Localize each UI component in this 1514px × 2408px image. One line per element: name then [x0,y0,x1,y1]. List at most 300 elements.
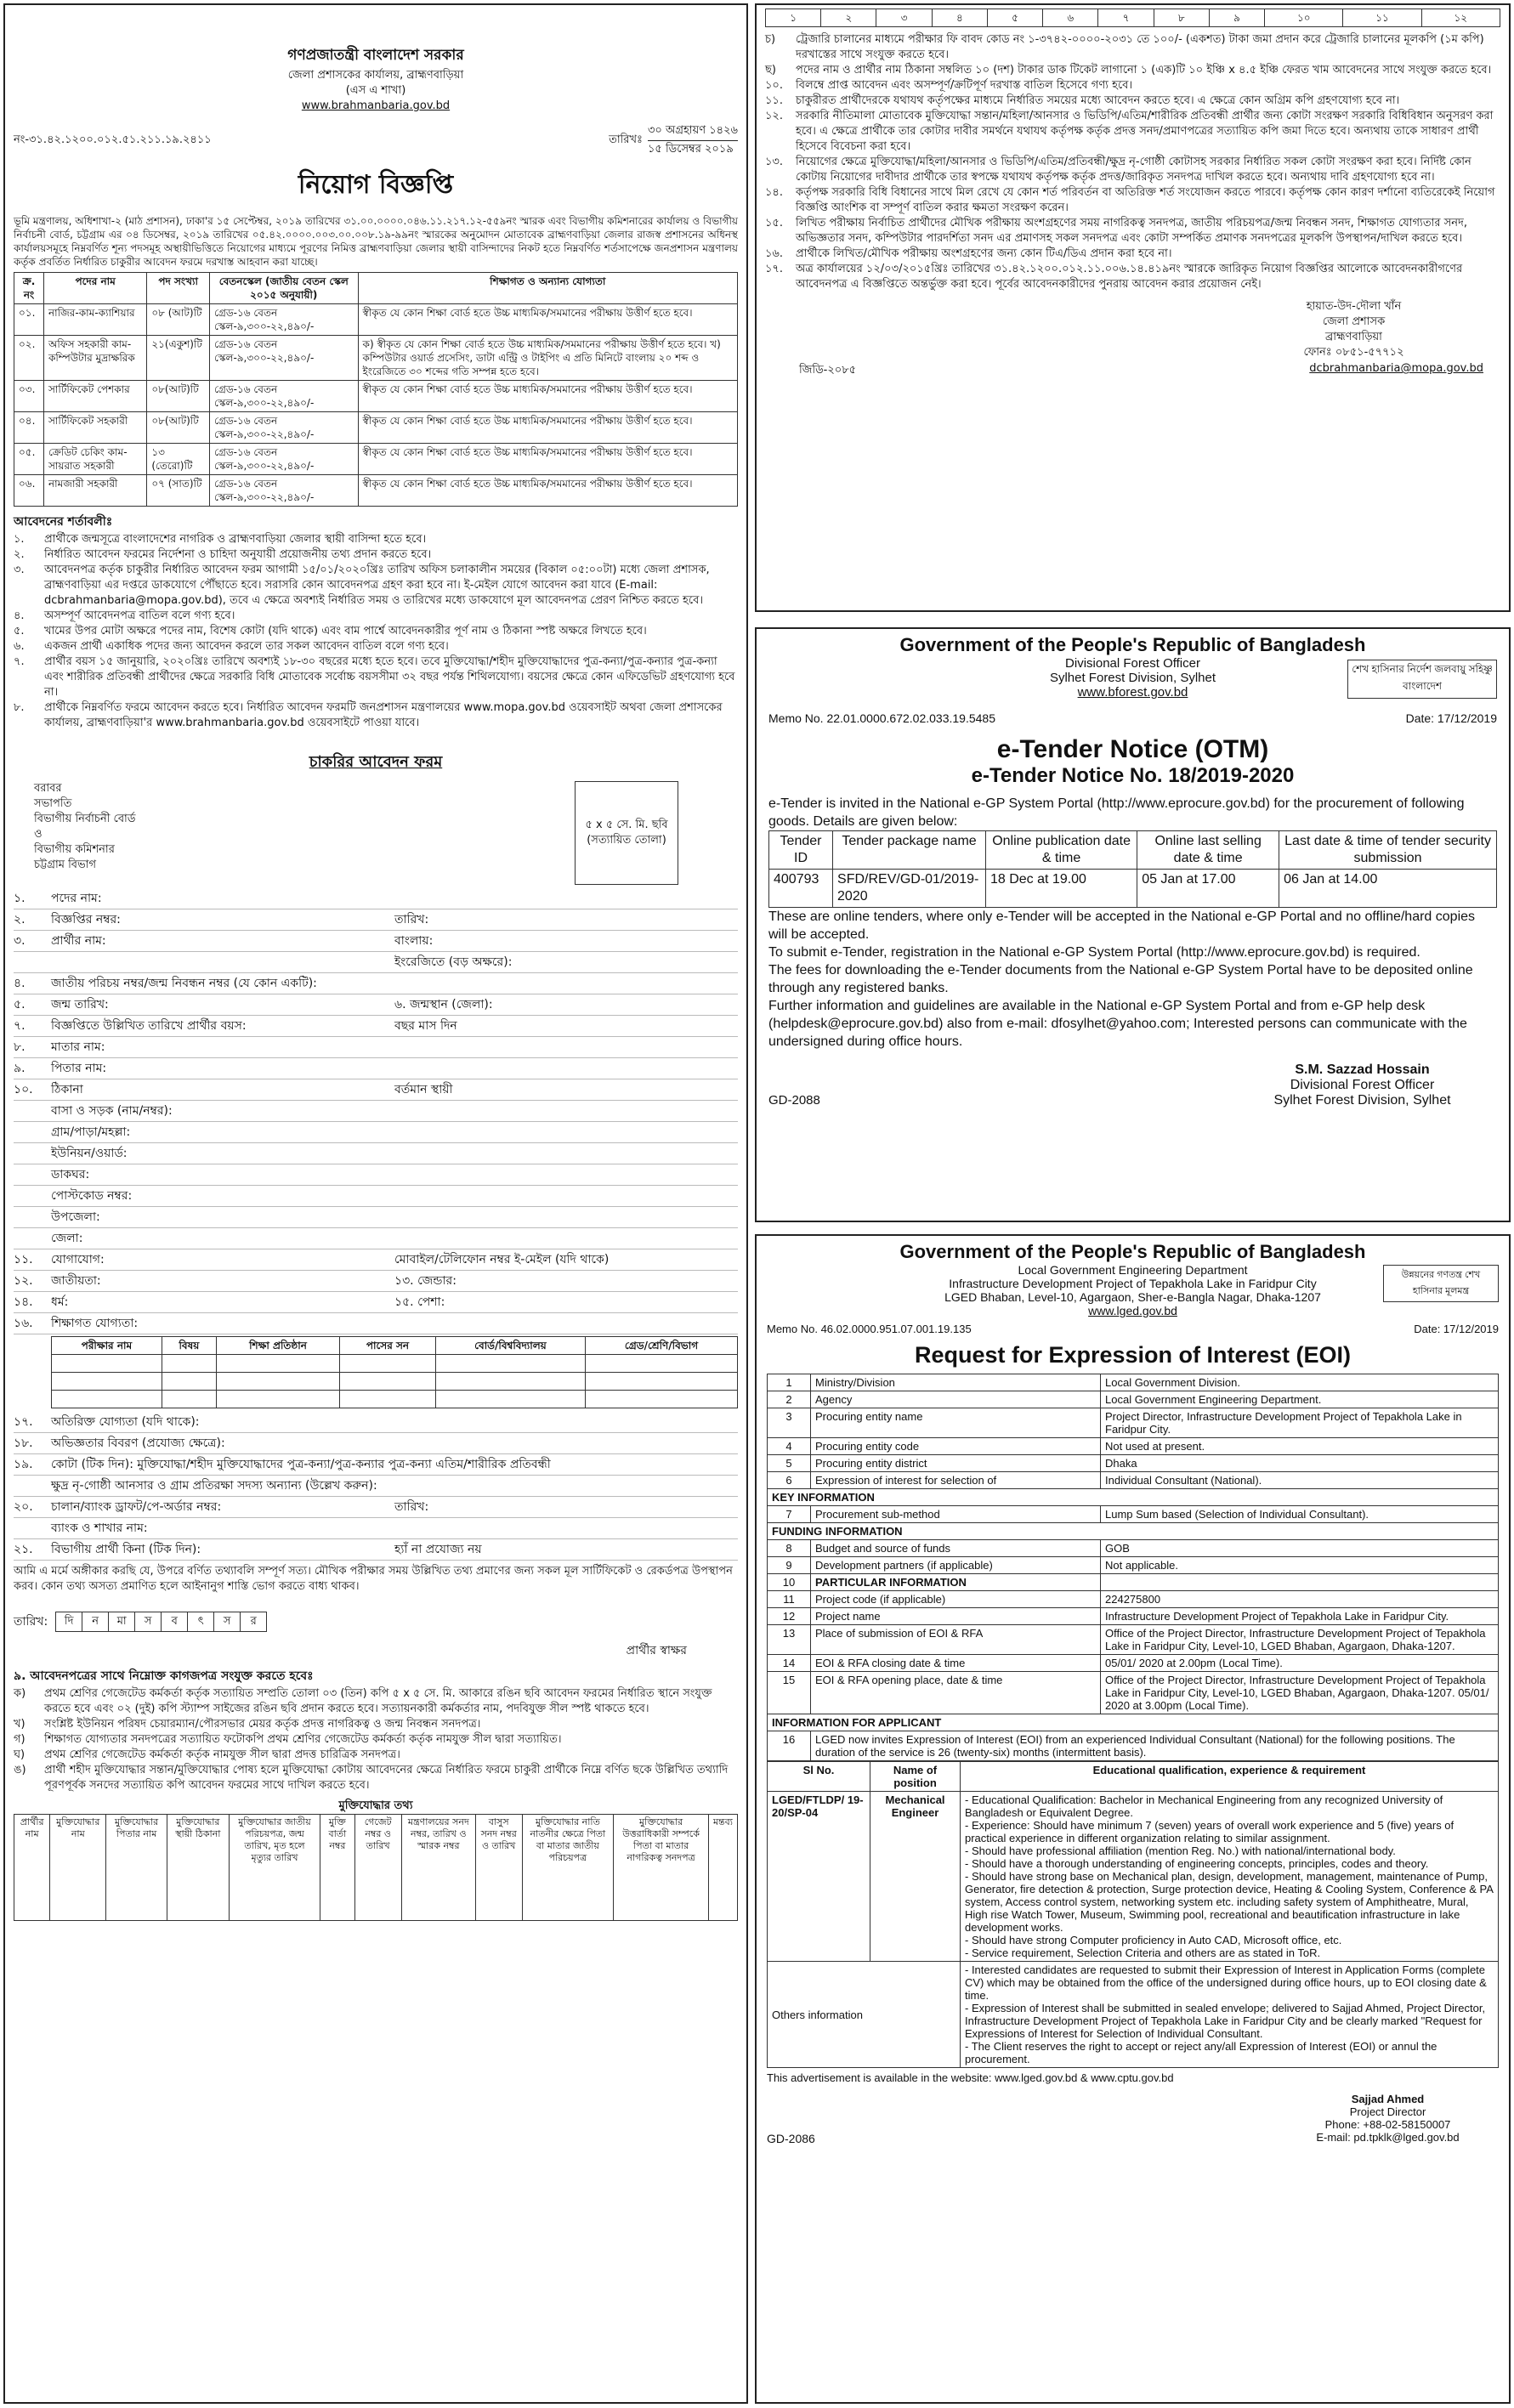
education-cell[interactable] [216,1373,339,1391]
mukti-header-cell: বাসুস সনদ নম্বর ও তারিখ [475,1815,522,1921]
posts-cell-count: ০৮(আট)টি [147,412,210,444]
form-field-row[interactable] [14,1454,738,1476]
column-number-cell: ৫ [987,9,1042,27]
signature-line: Phone: +88-02-58150007 [1324,2118,1451,2131]
form-field-row[interactable] [14,1058,738,1079]
forest-para-2: To submit e-Tender, registration in the National e-GP System Portal (http://www.eprocure.gov.bd) is required. [768,945,1420,960]
field-label: মাতার নাম: [51,1040,105,1054]
field-label-right: ১৫. পেশা: [394,1295,445,1309]
row-key: PARTICULAR INFORMATION [811,1574,1101,1591]
list-item-number: ছ) [765,64,776,76]
field-label-right: তারিখ: [394,1500,429,1514]
date-gregorian: ১৫ ডিসেম্বর ২০১৯ [647,143,734,156]
field-label: ডাকঘর: [51,1168,90,1181]
field-number: ৯. [14,1062,26,1075]
list-item-text: প্রার্থীর বয়স ১৫ জানুয়ারি, ২০২০খ্রিঃ তারিখে অবশ্যই ১৮-৩০ বছরের মধ্যে হতে হবে। তবে মুক্তিযোদ্ধা/শহীদ মুক্তিযোদ্ধাদের পুত্র-কন্যা/পুত্র-কন্যার পুত্র-কন্যা এবং শারীরিক প্রতিবন্ধী প্রার্থীদের ক্ষেত্রে সরকারি বিধি মোতাবেক সর্বোচ্চ বয়সসীমা ৩২ বছর পর্যন্ত শিথিলযোগ্য। বয়সের ক্ষেত্রে কোন এফিডেভিট গ্রহণযোগ্য হবে না। [44,655,735,699]
field-label: জন্ম তারিখ: [51,998,109,1011]
form-field-row[interactable] [14,1037,738,1058]
list-item-text: লিখিত পরীক্ষায় নির্বাচিত প্রার্থীদের মৌখিক পরীক্ষায় অংশগ্রহণের সময় নাগরিকত্ব সনদপত্র, জাতীয় পরিচয়পত্র/জন্ম নিবন্ধন সনদ, শিক্ষাগত যোগ্যতার সনদ, অভিজ্ঞতার সনদ, কম্পিউটার পারদর্শিতা সনদ এর প্রমাণসহ সকল সনদপত্র এবং কোটা সম্পর্কিত প্রমাণক সনদপত্রের মূলকপি উপস্থাপন/দাখিল করতে হবে। [796,217,1467,245]
list-item-text: অত্র কার্যালয়ের ১২/০৩/২০১৫খ্রিঃ তারিখের ৩১.৪২.১২০০.০১২.১১.০০৬.১৪.৪১৯নং স্মারকে জারিকৃত নিয়োগ বিজ্ঞপ্তির আলোকে আবেদনকারীগণের আবেদনপত্র এ বিজ্ঞপ্তিতে অন্তর্ভুক্ত করা হবে। পূর্বের আবেদনকারীদের পুনরায় আবেদন করার প্রয়োজন নেই। [796,263,1463,291]
field-number: ১৪. [14,1295,33,1309]
lged-notice [755,1234,1511,2404]
column-number-cell: ৪ [932,9,987,27]
table-row [14,304,738,336]
others-item: - The Client reserves the right to accept or reject any/all Expression of Interest (EOI) or annul the procurement. [965,2040,1437,2065]
table-row [14,475,738,507]
others-label: Others information [768,1962,961,2068]
position-name: Mechanical Engineer [870,1792,961,1962]
table-row [14,336,738,381]
posts-cell-no: ০৫. [14,444,44,475]
list-item-text: নির্ধারিত আবেদন ফরমের নির্দেশনা ও চাহিদা অনুযায়ী প্রয়োজনীয় তথ্য প্রদান করতে হবে। [44,548,432,561]
mukti-header-cell: মুক্তিযোদ্ধার স্থায়ী ঠিকানা [167,1815,229,1921]
posts-cell-scale: গ্রেড-১৬ বেতন স্কেল-৯,৩০০-২২,৪৯০/- [209,336,358,381]
form-field-row[interactable] [14,909,738,931]
lged-web[interactable]: www.lged.gov.bd [1088,1304,1177,1317]
row-number: 6 [768,1472,811,1489]
field-number: ৫. [14,998,26,1011]
mukti-header-cell: মুক্তিযোদ্ধার পিতার নাম [106,1815,167,1921]
table-row [768,1523,1499,1540]
row-key: Procurement sub-method [811,1506,1101,1523]
column-number-cell: ১০ [1265,9,1343,27]
list-item [765,216,1500,246]
form-address [14,781,135,885]
mukti-header-cell: মন্তব্য [708,1815,737,1921]
row-value: 224275800 [1101,1591,1499,1608]
form-field-row[interactable] [14,1433,738,1454]
address-line: বরাবর [34,782,62,795]
field-label-right: বছর মাস দিন [394,1019,457,1033]
education-cell[interactable] [585,1373,737,1391]
date-label: তারিখঃ [609,133,643,146]
posts-header-cell: বেতনস্কেল (জাতীয় বেতন স্কেল ২০১৫ অনুযায়ী) [209,273,358,304]
posts-cell-qual: স্বীকৃত যে কোন শিক্ষা বোর্ড হতে উচ্চ মাধ্যমিক/সমমানের পরীক্ষায় উত্তীর্ণ হতে হবে। [358,381,737,412]
column-number-cell: ১২ [1421,9,1500,27]
position-header-cell: Sl No. [768,1762,870,1792]
list-item-text: শিক্ষাগত যোগ্যতার সনদপত্রের সত্যায়িত ফটোকপি প্রথম শ্রেণির গেজেটেড কর্মকর্তা কর্তৃক নামযুক্ত সীল দ্বারা সত্যায়িত। [44,1733,562,1746]
row-key: Development partners (if applicable) [811,1557,1101,1574]
form-field-row[interactable] [14,1016,738,1037]
row-key: EOI & RFA opening place, date & time [811,1672,1101,1714]
position-header-cell: Educational qualification, experience & requirement [961,1762,1499,1792]
posts-cell-name: অফিস সহকারী কাম-কম্পিউটার মুদ্রাক্ষরিক [43,336,146,381]
list-item-number: ঘ) [14,1748,26,1761]
form-field-row[interactable] [14,952,738,973]
field-number: ৩. [14,934,26,948]
photo-box [575,781,678,885]
table-row [14,381,738,412]
field-label: উপজেলা: [51,1210,100,1224]
field-number: ১৬. [14,1317,33,1330]
column-number-cell: ১১ [1343,9,1421,27]
posts-cell-scale: গ্রেড-১৬ বেতন স্কেল-৯,৩০০-২২,৪৯০/- [209,381,358,412]
education-header-cell: বোর্ড/বিশ্ববিদ্যালয় [435,1337,585,1355]
posts-cell-count: ০৭ (সাত)টি [147,475,210,507]
field-label-right: বাংলায়: [394,934,434,948]
table-row [768,1591,1499,1608]
list-item [14,654,738,700]
list-item-text: প্রথম শ্রেণির গেজেটেড কর্মকর্তা কর্তৃক সত্যায়িত সম্প্রতি তোলা ০৩ (তিন) কপি ৫ x ৫ সে. মি. আকারে রঙিন ছবি আবেদন ফরমের নির্ধারিত স্থানে সংযুক্ত করতে হবে এবং ০২ (দুই) কপি স্ট্যাম্প সাইজের রঙিন ছবি প্রদান করতে হবে। সত্যায়নকারী কর্মকর্তার নাম, পদবিযুক্ত সীল স্পষ্ট থাকতে হবে। [44,1687,712,1715]
education-cell[interactable] [52,1355,162,1373]
table-row [768,1489,1499,1506]
table-row [768,1625,1499,1655]
education-cell[interactable] [340,1355,436,1373]
posts-cell-name: নামজারী সহকারী [43,475,146,507]
row-value: Local Government Engineering Department. [1101,1391,1499,1408]
posts-cell-name: সার্টিফিকেট পেশকার [43,381,146,412]
field-number: ৪. [14,977,26,990]
position-header-cell: Name of position [870,1762,961,1792]
education-header-cell: বিষয় [162,1337,216,1355]
dc-signature [1207,299,1500,360]
signature-line: Project Director [1349,2105,1426,2118]
form-field-row[interactable] [14,1292,738,1313]
list-item-text: আবেদনপত্র কর্তৃক চাকুরীর নির্ধারিত আবেদন ফরম আগামী ১৫/০১/২০২০খ্রিঃ তারিখ অফিস চলাকালীন সময়ের (বিকাল ০৫:০০টা) মধ্যে জেলা প্রশাসক, ব্রাহ্মণবাড়িয়া এর দপ্তরে ডাকযোগে পৌঁছাতে হবে। সরাসরি কোন আবেদনপত্র গ্রহণ করা হবে না। ই-মেইল যোগে আবেদন করা যাবে (E-mail: dcbrahmanbaria@mopa.gov.bd), তবে এ ক্ষেত্রে অবশ্যই নির্ধারিত সময় ও তারিখের মধ্যে ডাকযোগে মূল আবেদনপত্র প্রেরণ নিশ্চিত করতে হবে। [44,564,710,607]
forest-gd-code: GD-2088 [768,1093,820,1108]
form-field-row[interactable] [14,1497,738,1518]
form-field-row[interactable] [14,1079,738,1101]
list-item-number: ৪. [14,609,25,622]
forest-para-4: Further information and guidelines are available in the National e-GP System Portal and from e-GP help desk (helpdesk@eprocure.gov.bd) also from e-mail: dfosylhet@yahoo.com; Interested persons can communicate with the undersigned during office hours. [768,999,1467,1049]
field-label: চালান/ব্যাংক ড্রাফট/পে-অর্ডার নম্বর: [51,1500,222,1514]
education-cell[interactable] [162,1373,216,1391]
column-number-cell: ৩ [876,9,932,27]
field-label: জাতীয়তা: [51,1274,101,1288]
row-value: Office of the Project Director, Infrastructure Development Project of Tepakhola Lake in Faridpur City, Level-10, LGED Bhaban, Agargaon, Dhaka-1207. 05/01/ 2020 at 3.00pm (Local Time). [1101,1672,1499,1714]
date-cell[interactable]: দি [55,1612,82,1632]
list-item [14,700,738,731]
form-field-row[interactable] [14,1207,738,1228]
posts-cell-qual: স্বীকৃত যে কোন শিক্ষা বোর্ড হতে উচ্চ মাধ্যমিক/সমমানের পরীক্ষায় উত্তীর্ণ হতে হবে। [358,304,737,336]
lged-date: Date: 17/12/2019 [1414,1323,1499,1335]
lged-address: LGED Bhaban, Level-10, Agargaon, Sher-e-Bangla Nagar, Dhaka-1207 [944,1290,1321,1304]
list-item-text: নিয়োগের ক্ষেত্রে মুক্তিযোদ্ধা/মহিলা/আনসার ও ভিডিপি/এতিম/প্রতিবন্ধী/ক্ষুদ্র নৃ-গোষ্ঠী কোটাসহ সরকার নির্ধারিত সকল কোটা সংরক্ষণ করা হবে। নির্দিষ্ট কোন কোটায় নিয়োগের দাবীদার প্রার্থীকে তার স্বপক্ষে যথাযথ কর্তৃপক্ষ কর্তৃক প্রদত্ত/জারিকৃত সনদপত্র দাখিল করতে হবে। অন্যথায় দাবি গ্রহণযোগ্য হবে না। [796,156,1471,184]
lged-project: Infrastructure Development Project of Tepakhola Lake in Faridpur City [949,1277,1317,1290]
row-value: Infrastructure Development Project of Tepakhola Lake in Faridpur City. [1101,1608,1499,1625]
date-cell[interactable]: মা [108,1612,135,1632]
row-key: Ministry/Division [811,1374,1101,1391]
row-key: Budget and source of funds [811,1540,1101,1557]
form-field-row[interactable] [14,1164,738,1186]
mukti-number-row [765,8,1500,27]
office-name: জেলা প্রশাসকের কার্যালয়, ব্রাহ্মণবাড়িয়া [287,69,464,82]
posts-cell-name: সার্টিফিকেট সহকারী [43,412,146,444]
list-item [14,1732,738,1748]
lged-slogan-box: উন্নয়নের গণতন্ত্র শেখ হাসিনার মূলমন্ত্র [1383,1265,1499,1302]
field-label: ব্যাংক ও শাখার নাম: [51,1521,148,1535]
list-item-text: প্রথম শ্রেণির গেজেটেড কর্মকর্তা কর্তৃক নামযুক্ত সীল দ্বারা প্রদত্ত চারিত্রিক সনদপত্র। [44,1748,400,1761]
form-field-row[interactable] [14,1412,738,1433]
posts-cell-no: ০৬. [14,475,44,507]
field-label-right: হ্যাঁ না প্রযোজ্য নয় [394,1543,482,1556]
posts-cell-scale: গ্রেড-১৬ বেতন স্কেল-৯,৩০০-২২,৪৯০/- [209,304,358,336]
requirement-item: - Educational Qualification: Bachelor in Mechanical Engineering from any recognized University of Bangladesh or Equivalent Degree. [965,1793,1443,1819]
forest-notice-number: e-Tender Notice No. 18/2019-2020 [971,764,1295,787]
row-value: Local Government Division. [1101,1374,1499,1391]
address-line: ও [34,828,43,841]
others-information [961,1962,1499,2068]
field-label: ধর্ম: [51,1295,69,1309]
column-number-cell: ২ [821,9,876,27]
field-label: বাসা ও সড়ক (নাম/নম্বর): [51,1104,173,1118]
list-item-text: প্রার্থীকে জন্মসূত্রে বাংলাদেশের নাগরিক ও ব্রাহ্মণবাড়িয়া জেলার স্থায়ী বাসিন্দা হতে হবে। [44,533,427,546]
date-cell[interactable]: ব [161,1612,188,1632]
website-link[interactable]: www.brahmanbaria.gov.bd [301,99,451,112]
education-cell[interactable] [340,1391,436,1408]
form-field-row[interactable] [14,1186,738,1207]
education-header-cell: গ্রেড/শ্রেণি/বিভাগ [585,1337,737,1355]
field-label: শিক্ষাগত যোগ্যতা: [51,1317,139,1330]
row-key: Procuring entity name [811,1408,1101,1438]
field-number: ১২. [14,1274,33,1288]
lged-dept: Local Government Engineering Department [1018,1263,1248,1277]
row-key: EOI & RFA closing date & time [811,1655,1101,1672]
gd-code: জিডি-২০৮৫ [799,364,857,377]
mukti-header-cell: মুক্তিযোদ্ধার জাতীয় পরিচয়পত্র, জন্ম তারিখ, মৃত হলে মৃত্যুর তারিখ [229,1815,320,1921]
field-label: যোগাযোগ: [51,1253,105,1266]
form-field-row[interactable] [14,931,738,952]
list-item-number: ক) [14,1687,26,1700]
list-item-text: প্রার্থীকে লিখিত/মৌখিক পরীক্ষায় অংশগ্রহণের জন্য কোন টিএ/ডিএ প্রদান করা হবে না। [796,247,1172,260]
field-number: ১. [14,892,26,905]
eoi-table [767,1374,1499,1761]
field-number: ৭. [14,1019,26,1033]
memo-number: নং-৩১.৪২.১২০০.০১২.৫১.২১১.১৯.২৪১১ [14,133,212,146]
row-key: Expression of interest for selection of [811,1472,1101,1489]
form-field-row[interactable] [14,1518,738,1539]
date-cell[interactable]: ন [82,1612,109,1632]
position-sl: LGED/FTLDP/ 19-20/SP-04 [768,1792,870,1962]
field-number: ১৯. [14,1458,33,1471]
address-line: চট্টগ্রাম বিভাগ [34,858,97,871]
field-label: গ্রাম/পাড়া/মহল্লা: [51,1125,131,1139]
row-number: 12 [768,1608,811,1625]
row-value: Lump Sum based (Selection of Individual Consultant). [1101,1506,1499,1523]
field-label: অভিজ্ঞতার বিবরণ (প্রযোজ্য ক্ষেত্রে): [51,1436,225,1450]
row-value: LGED now invites Expression of Interest (EOI) from an experienced Individual Consultant (National) for the following positions. The duration of the service is 26 (twenty-six) months (intermittent basis). [811,1731,1499,1761]
column-number-cell: ৯ [1209,9,1264,27]
field-label: ঠিকানা [51,1083,83,1096]
form-field-row[interactable] [14,1101,738,1122]
list-item-text: চাকুরীরত প্রার্থীদেরকে যথাযথ কর্তৃপক্ষের মাধ্যমে নির্ধারিত সময়ের মধ্যে আবেদন করতে হবে। এ ক্ষেত্রে কোন অগ্রিম কপি গ্রহণযোগ্য হবে না। [796,94,1400,107]
tender-cell: 05 Jan at 17.00 [1137,870,1279,908]
field-number: ২. [14,913,26,926]
attach-heading: ৯. আবেদনপত্রের সাথে নিম্নোক্ত কাগজপত্র সংযুক্ত করতে হবেঃ [14,1669,314,1683]
row-key: Agency [811,1391,1101,1408]
dc-email[interactable]: dcbrahmanbaria@mopa.gov.bd [1309,362,1483,375]
list-item [14,547,738,563]
table-row [768,1540,1499,1557]
row-number: 8 [768,1540,811,1557]
education-cell[interactable] [52,1391,162,1408]
list-item-number: ২. [14,548,25,561]
posts-cell-qual: স্বীকৃত যে কোন শিক্ষা বোর্ড হতে উচ্চ মাধ্যমিক/সমমানের পরীক্ষায় উত্তীর্ণ হতে হবে। [358,444,737,475]
row-key: Project code (if applicable) [811,1591,1101,1608]
row-number: 14 [768,1655,811,1672]
form-field-row[interactable] [14,1228,738,1249]
list-item [765,63,1500,78]
education-cell[interactable] [435,1355,585,1373]
list-item-number: ১২. [765,110,784,122]
requirement-item: - Experience: Should have minimum 7 (seven) years of overall work experience and 5 (five) years of practical experience in different organization relating to similar assignment. [965,1819,1454,1844]
list-item-number: খ) [14,1718,26,1731]
field-label: ইউনিয়ন/ওয়ার্ড: [51,1147,128,1160]
section-heading: KEY INFORMATION [768,1489,1499,1506]
list-item-number: ৩. [14,564,25,576]
field-label: কোটা (টিক দিন): মুক্তিযোদ্ধা/শহীদ মুক্তিযোদ্ধাদের পুত্র-কন্যা/পুত্র-কন্যার পুত্র-কন্যা এতিম/শারীরিক প্রতিবন্ধী [51,1458,551,1471]
education-cell[interactable] [585,1355,737,1373]
date-cell[interactable]: স [213,1612,241,1632]
posts-header-cell: শিক্ষাগত ও অন্যান্য যোগ্যতা [358,273,737,304]
list-item [765,109,1500,155]
signature-line: হায়াত-উদ-দৌলা খাঁন [1306,300,1402,313]
form-field-row[interactable] [14,1313,738,1334]
list-item-number: ১৩. [765,156,784,168]
table-row [768,1655,1499,1672]
form-field-row[interactable] [14,1143,738,1164]
form-field-row[interactable] [14,1271,738,1292]
education-cell[interactable] [340,1373,436,1391]
table-row [768,1557,1499,1574]
posts-header-cell: পদ সংখ্যা [147,273,210,304]
signature-line: জেলা প্রশাসক [1322,315,1386,328]
forest-date: Date: 17/12/2019 [1405,711,1497,725]
forest-web[interactable]: www.bforest.gov.bd [1077,685,1188,700]
field-label-right: মোবাইল/টেলিফোন নম্বর ই-মেইল (যদি থাকে) [394,1253,610,1266]
position-requirements [961,1792,1499,1962]
row-key: Procuring entity code [811,1438,1101,1455]
declaration: আমি এ মর্মে অঙ্গীকার করছি যে, উপরে বর্ণিত তথ্যাবলি সম্পূর্ণ সত্য। মৌখিক পরীক্ষার সময় উল্লিখিত তথ্য প্রমাণের জন্য সকল মূল সার্টিফিকেট ও রেকর্ডপত্র উপস্থাপন করব। কোন তথ্য অসত্য প্রমাণিত হলে আইনানুগ শাস্তি ভোগ করতে বাধ্য থাকব। [14,1565,733,1593]
list-item [14,1748,738,1763]
attach-list [14,1686,738,1793]
education-cell[interactable] [435,1373,585,1391]
row-number: 15 [768,1672,811,1714]
forest-slogan-box: শেখ হাসিনার নির্দেশ জলবায়ু সহিষ্ণু বাংলাদেশ [1347,660,1497,699]
posts-header-cell: পদের নাম [43,273,146,304]
education-cell[interactable] [162,1355,216,1373]
mukti-table [14,1814,738,1921]
table-row [768,1408,1499,1438]
section-heading: INFORMATION FOR APPLICANT [768,1714,1499,1731]
forest-notice [755,627,1511,1222]
forest-intro: e-Tender is invited in the National e-GP System Portal (http://www.eprocure.gov.bd) for the procurement of following goods. Details are given below: [768,796,1465,829]
form-field-row[interactable] [14,1476,738,1497]
list-item-number: ৫. [14,625,25,637]
position-table [767,1761,1499,2068]
address-line: বিভাগীয় নির্বাচনী বোর্ড [34,813,136,825]
table-row [768,1472,1499,1489]
table-row [14,412,738,444]
table-row [768,1608,1499,1625]
list-item-text: প্রার্থী শহীদ মুক্তিযোদ্ধার সন্তান/মুক্তিযোদ্ধার পোষ্য হলে মুক্তিযোদ্ধা কোটায় আবেদনের ক্ষেত্রে নির্ধারিত ফরমে চাকুরী প্রার্থীকে নিম্নে বর্ণিত ছকে উল্লিখিত তথ্যাদি পূরণপূর্বক সনদের সত্যায়িত কপি আবেদন ফরমের সাথে দাখিল করতে হবে। [44,1764,729,1792]
row-value: Not used at present. [1101,1438,1499,1455]
field-label: প্রার্থীর নাম: [51,934,106,948]
list-item [14,563,738,609]
row-number: 5 [768,1455,811,1472]
notice-title: নিয়োগ বিজ্ঞপ্তি [298,170,454,200]
education-cell[interactable] [585,1391,737,1408]
list-item [765,32,1500,63]
form-field-row[interactable] [14,1539,738,1561]
list-item [14,1717,738,1732]
form-field-row[interactable] [14,1122,738,1143]
forest-para-3: The fees for downloading the e-Tender documents from the National e-GP System Portal have to be deposited online through any registered banks. [768,963,1473,995]
list-item [765,185,1500,216]
section-heading: FUNDING INFORMATION [768,1523,1499,1540]
education-cell[interactable] [216,1391,339,1408]
date-cell[interactable]: স [134,1612,162,1632]
date-cell[interactable]: ৎ [187,1612,214,1632]
row-value: Project Director, Infrastructure Development Project of Tepakhola Lake in Faridpur City. [1101,1408,1499,1438]
form-field-row[interactable] [14,888,738,909]
sign-date-cells[interactable] [56,1612,267,1632]
list-item-text: কর্তৃপক্ষ সরকারি বিধি বিধানের সাথে মিল রেখে যে কোন শর্ত পরিবর্তন বা অতিরিক্ত শর্ত সংযোজন করতে পারবে। কর্তৃপক্ষ কোন কারণ দর্শানো ব্যতিরেকেই নিয়োগ বিজ্ঞপ্তি আংশিক বা সম্পূর্ণ বাতিল করার ক্ষমতা সংরক্ষণ করেন। [796,186,1495,214]
column-number-cell: ৭ [1098,9,1154,27]
form-field-row[interactable] [14,994,738,1016]
field-label-right: ৬. জন্মস্থান (জেলা): [394,998,493,1011]
row-value: GOB [1101,1540,1499,1557]
list-item-text: পদের নাম ও প্রার্থীর নাম ঠিকানা সম্বলিত ১০ (দশ) টাকার ডাক টিকেট লাগানো ১ (এক)টি ১০ ইঞ্চি x ৪.৫ ইঞ্চি ফেরত খাম আবেদনের সাথে সংযুক্ত করতে হবে। [796,64,1492,76]
education-cell[interactable] [216,1355,339,1373]
form-field-row[interactable] [14,1249,738,1271]
notice-terms-continued [765,32,1500,292]
list-item-number: গ) [14,1733,26,1746]
list-item-text: ট্রেজারি চালানের মাধ্যমে পরীক্ষার ফি বাবদ কোড নং ১-৩৭৪২-০০০০-২০৩১ তে ১০০/- (একশত) টাকা জমা প্রদান করে ট্রেজারি চালানের মূলকপি (১ম কপি) দরখাস্তের সাথে সংযুক্ত করতে হবে। [796,33,1484,61]
table-row [768,1731,1499,1761]
list-item-text: সংশ্লিষ্ট ইউনিয়ন পরিষদ চেয়ারম্যান/পৌরসভার মেয়র কর্তৃক প্রদত্ত নাগরিকত্ব ও জন্ম নিবন্ধন সনদপত্র। [44,1718,481,1731]
list-item-number: ৮. [14,701,25,714]
requirement-item: - Should have a thorough understanding of engineering concepts, principles, codes and theory. [965,1857,1429,1870]
lged-website-note: This advertisement is available in the website: www.lged.gov.bd & www.cptu.gov.bd [767,2071,1174,2084]
list-item-number: ১৫. [765,217,784,229]
row-value: Individual Consultant (National). [1101,1472,1499,1489]
education-cell[interactable] [52,1373,162,1391]
list-item [14,639,738,654]
forest-gov-title: Government of the People's Republic of Bangladesh [899,634,1366,655]
row-value: 05/01/ 2020 at 2.00pm (Local Time). [1101,1655,1499,1672]
list-item [14,1763,738,1793]
branch-name: (এস এ শাখা) [345,84,406,97]
education-cell[interactable] [162,1391,216,1408]
tender-table [768,830,1497,908]
mukti-header-cell: মুক্তিযোদ্ধার নাতি নাতনীর ক্ষেত্রে পিতা বা মাতার জাতীয় পরিচয়পত্র [522,1815,614,1921]
signature-line: Sajjad Ahmed [1351,2093,1425,2105]
posts-cell-scale: গ্রেড-১৬ বেতন স্কেল-৯,৩০০-২২,৪৯০/- [209,412,358,444]
signature-line: Divisional Forest Officer [1290,1078,1435,1092]
lged-gd-code: GD-2086 [767,2132,815,2145]
tender-header-cell: Tender ID [769,831,833,870]
posts-header-cell: ক্র. নং [14,273,44,304]
posts-cell-count: ০৮(আট)টি [147,381,210,412]
education-header-cell: পরীক্ষার নাম [52,1337,162,1355]
education-cell[interactable] [435,1391,585,1408]
list-item-number: ৬. [14,640,25,653]
list-item [14,1686,738,1717]
field-label-right: ইংরেজিতে (বড় অক্ষরে): [394,955,513,969]
date-cell[interactable]: র [240,1612,267,1632]
field-label: ক্ষুদ্র নৃ-গোষ্ঠী আনসার ও গ্রাম প্রতিরক্ষা সদস্য অন্যান্য (উল্লেখ করুন): [51,1479,377,1493]
table-row [768,1455,1499,1472]
table-row [14,444,738,475]
left-notice-continued [755,3,1511,612]
signature-line: ব্রাহ্মণবাড়িয়া [1325,331,1382,343]
posts-cell-no: ০২. [14,336,44,381]
form-field-row[interactable] [14,973,738,994]
column-number-cell: ৮ [1154,9,1209,27]
address-line: বিভাগীয় কমিশনার [34,843,115,856]
field-number: ১৮. [14,1436,33,1450]
